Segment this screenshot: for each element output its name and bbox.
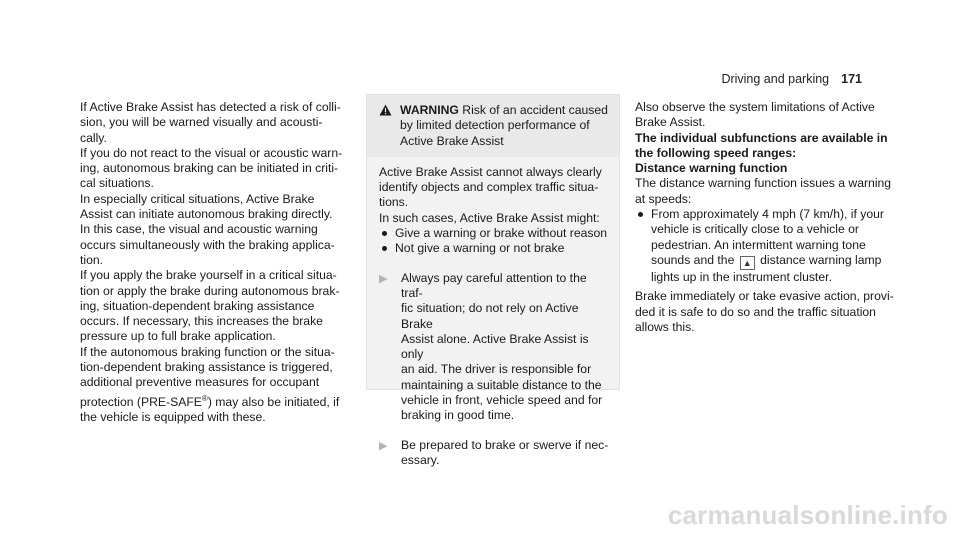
- section-title: Driving and parking: [721, 72, 830, 86]
- bullet-text-end: distance warning lamp lights up in the instrument cluster.: [651, 252, 882, 284]
- warning-box: [366, 94, 620, 467]
- speed-bullet-list: [635, 207, 903, 285]
- column-left: [80, 100, 348, 425]
- paragraph: Also observe the system limitations of Active Brake Assist.: [635, 100, 875, 130]
- action-text: Always pay careful attention to the traf- fic situation; do not rely on Active Brake Assist alone. Active Brake Assist is only an aid. The driver is responsible for maintaining a suitable distance to the vehicle in front, vehicle speed and for braking in good time.: [401, 270, 603, 423]
- page-number: 171: [841, 72, 862, 86]
- paragraph: Brake immediately or take evasive action, provi- ded it is safe to do so and the traffic situation allows this.: [635, 289, 894, 334]
- arrow-right-icon: ▶: [379, 272, 388, 285]
- action-item: [379, 438, 609, 469]
- paragraph: If Active Brake Assist has detected a risk of colli- sion, you will be warned visually and acousti- cally.: [80, 100, 341, 145]
- paragraph: If you apply the brake yourself in a critical situa- tion or apply the brake during autonomous brak- ing, situation-dependent braking assistance occurs. If necessary, this increases the brake pressure up to full brake application.: [80, 268, 340, 344]
- warning-bullet-list: [379, 226, 609, 257]
- action-item: [379, 271, 609, 424]
- warning-title: Risk of an accident caused by limited detection performance of Active Brake Assist: [400, 103, 608, 148]
- column-right: [635, 100, 903, 335]
- warning-intro: Active Brake Assist cannot always clearly identify objects and complex traffic situa- tions.: [379, 164, 602, 210]
- paragraph-pre-safe: [80, 345, 348, 426]
- warning-label: WARNING: [400, 103, 459, 117]
- warning-might-intro: In such cases, Active Brake Assist might:: [379, 210, 600, 225]
- arrow-right-icon: ▶: [379, 439, 388, 452]
- subfunctions-heading: The individual subfunctions are available in the following speed ranges:: [635, 130, 888, 160]
- list-item: Give a warning or brake without reason: [379, 226, 609, 241]
- paragraph-pre-safe-start: If the autonomous braking function or the situa- tion-dependent braking assistance is triggered, additional preventive measures for occupant protection (PRE-SAFE: [80, 344, 335, 409]
- action-text: Be prepared to brake or swerve if nec- essary.: [401, 437, 609, 467]
- paragraph: If you do not react to the visual or acoustic warn- ing, autonomous braking can be initiated in criti- cal situations.: [80, 145, 343, 191]
- warning-heading: [400, 103, 609, 149]
- paragraph-pre-safe-end: ) may also be initiated, if the vehicle is equipped with these.: [80, 394, 340, 424]
- distance-warning-lamp-icon: ▲: [740, 256, 755, 270]
- paragraph: In especially critical situations, Active Brake Assist can initiate autonomous braking directly. In this case, the visual and acoustic warning occurs simultaneously with the braking applica- tion.: [80, 191, 335, 267]
- bullet-text-start: From approximately 4 mph (7 km/h), if your vehicle is critically close to a vehicle or pedestrian. An intermittent warning tone sounds and the: [651, 207, 884, 267]
- registered-mark: ®: [201, 393, 208, 403]
- warning-body: [367, 157, 619, 468]
- warning-triangle-icon: [379, 103, 392, 149]
- list-item: [635, 207, 903, 285]
- watermark: carmanualsonline.info: [667, 500, 948, 530]
- distance-warning-heading: Distance warning function: [635, 161, 788, 176]
- warning-header: [367, 95, 619, 157]
- paragraph: The distance warning function issues a warning at speeds:: [635, 176, 892, 206]
- page-header: [721, 72, 862, 86]
- list-item: Not give a warning or not brake: [379, 241, 609, 256]
